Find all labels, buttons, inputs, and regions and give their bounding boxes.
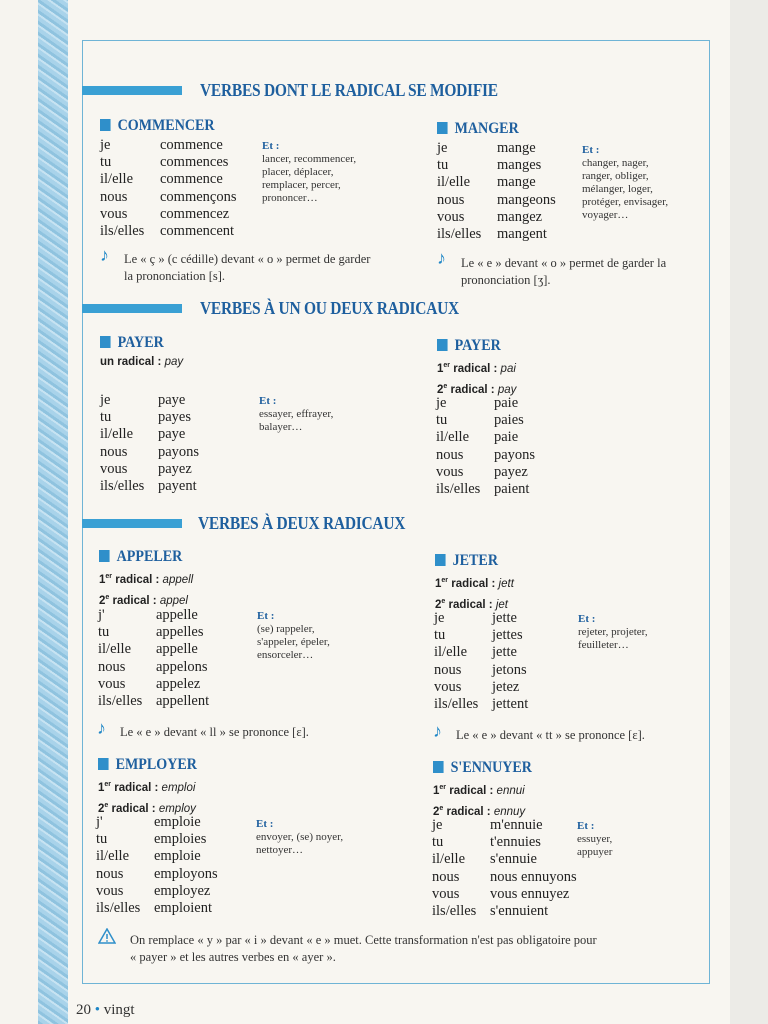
radical-value: jett xyxy=(498,577,514,590)
verb-form: paient xyxy=(494,481,530,498)
conjugation-table xyxy=(436,395,535,498)
pronoun: vous xyxy=(436,463,464,480)
music-note-icon: ♪ xyxy=(433,721,442,741)
note-line: la prononciation [s]. xyxy=(124,269,226,283)
music-note-icon: ♪ xyxy=(97,718,106,738)
conj-row xyxy=(98,693,209,710)
radical-1 xyxy=(433,779,525,800)
pronoun: il/elle xyxy=(436,429,470,446)
verb-form: employez xyxy=(154,882,211,899)
verb-heading xyxy=(100,117,215,135)
conj-row xyxy=(437,174,556,191)
verb-form: emploient xyxy=(154,900,212,917)
radical-value: appell xyxy=(162,573,194,586)
conj-row xyxy=(432,903,577,920)
warning-icon xyxy=(98,928,116,944)
conj-row xyxy=(437,157,556,174)
verb-form: emploie xyxy=(154,814,201,830)
pronoun: je xyxy=(434,610,445,626)
et-examples xyxy=(256,818,343,857)
pronoun: tu xyxy=(434,627,446,644)
warning-text xyxy=(130,932,597,966)
pronoun: j' xyxy=(98,607,105,623)
pronoun: il/elle xyxy=(96,848,130,865)
conj-row xyxy=(100,392,199,409)
pronoun: je xyxy=(437,140,448,156)
verb-title: PAYER xyxy=(117,334,164,351)
verb-form: appelle xyxy=(156,607,198,623)
verb-heading xyxy=(98,756,197,774)
pronoun: ils/elles xyxy=(100,223,145,240)
pronoun: ils/elles xyxy=(437,226,482,243)
et-line: rejeter, projeter, xyxy=(578,626,648,638)
square-bullet-icon xyxy=(433,761,444,773)
verb-form: commences xyxy=(160,154,229,171)
pronoun: tu xyxy=(98,624,110,641)
conj-row xyxy=(434,644,528,661)
pronoun: nous xyxy=(100,188,128,205)
pronoun: tu xyxy=(436,412,448,429)
verb-form: paie xyxy=(494,429,519,446)
conj-row xyxy=(96,883,218,900)
verb-title: S'ENNUYER xyxy=(450,759,532,776)
et-examples xyxy=(578,613,648,652)
radical-info xyxy=(435,572,514,614)
radical-value: employ xyxy=(158,802,196,815)
radical-label: 2e radical : xyxy=(437,382,495,396)
verb-form: appellent xyxy=(156,693,210,710)
verb-form: mangeons xyxy=(497,191,556,208)
pronoun: vous xyxy=(98,675,126,692)
pronoun: vous xyxy=(434,678,462,695)
radical-1 xyxy=(98,776,196,797)
note-line: Le « ç » (c cédille) devant « o » permet de garder xyxy=(124,252,371,266)
pronoun: il/elle xyxy=(100,171,134,188)
radical-label: 1er radical : xyxy=(99,573,160,586)
page-word: vingt xyxy=(103,1002,135,1018)
radical-label: 2e radical : xyxy=(433,804,491,818)
square-bullet-icon xyxy=(437,122,448,134)
pronoun: vous xyxy=(96,882,124,899)
verb-form: mangez xyxy=(497,208,543,225)
page-footer xyxy=(76,1002,135,1019)
et-line: (se) rappeler, xyxy=(257,623,315,635)
verb-form: m'ennuie xyxy=(490,817,543,833)
et-line: appuyer xyxy=(577,846,613,858)
pronoun: vous xyxy=(100,205,128,222)
conj-row xyxy=(434,696,528,713)
pronoun: il/elle xyxy=(437,174,471,191)
radical-value: emploi xyxy=(161,781,196,794)
pronoun: vous xyxy=(100,460,128,477)
left-edge xyxy=(0,0,70,1024)
conj-row xyxy=(100,154,237,171)
conj-row xyxy=(432,834,577,851)
square-bullet-icon xyxy=(98,758,109,770)
verb-form: payent xyxy=(158,478,197,495)
verb-form: commence xyxy=(160,171,223,188)
conj-row xyxy=(434,627,528,644)
note: Le « e » devant « tt » se prononce [ɛ]. xyxy=(456,728,645,742)
et-line: nettoyer… xyxy=(256,844,304,856)
conj-row xyxy=(432,851,577,868)
radical-label: 2e radical : xyxy=(98,801,156,815)
verb-form: t'ennuies xyxy=(490,834,541,851)
conj-row xyxy=(100,444,199,461)
pronoun: nous xyxy=(437,191,465,208)
et-label: Et : xyxy=(259,395,277,407)
section-title: VERBES DONT LE RADICAL SE MODIFIE xyxy=(200,80,498,100)
pronoun: nous xyxy=(98,658,126,675)
pronoun: ils/elles xyxy=(436,481,481,498)
warning-line: « payer » et les autres verbes en « ayer ». xyxy=(130,950,336,964)
verb-form: commencez xyxy=(160,205,230,222)
music-note-icon: ♪ xyxy=(100,245,109,265)
radical-1 xyxy=(99,568,193,589)
conj-row xyxy=(436,447,535,464)
radical-value: pay xyxy=(164,356,184,368)
conj-row xyxy=(434,662,528,679)
conj-row xyxy=(96,900,218,917)
verb-form: payons xyxy=(494,446,536,463)
conj-row xyxy=(436,429,535,446)
et-line: remplacer, percer, xyxy=(262,179,341,191)
music-note-icon: ♪ xyxy=(437,248,446,268)
verb-form: employons xyxy=(154,865,218,882)
radical-label: 2e radical : xyxy=(435,597,493,611)
conj-row xyxy=(96,866,218,883)
radical-value: appel xyxy=(159,594,188,607)
et-line: essuyer, xyxy=(577,833,613,845)
right-edge xyxy=(730,0,768,1024)
verb-heading xyxy=(437,337,501,355)
verb-heading xyxy=(435,552,498,570)
et-line: feuilleter… xyxy=(578,639,629,651)
verb-form: mange xyxy=(497,140,536,156)
radical-info xyxy=(98,776,196,818)
conj-row xyxy=(437,226,556,243)
verb-form: jetez xyxy=(492,678,520,695)
conj-row xyxy=(437,209,556,226)
conj-row xyxy=(437,192,556,209)
verb-form: payes xyxy=(158,409,192,426)
et-label: Et : xyxy=(578,613,596,625)
section-title: VERBES À DEUX RADICAUX xyxy=(198,513,406,533)
conj-row xyxy=(98,676,209,693)
conjugation-table xyxy=(100,137,237,240)
conj-row xyxy=(100,137,237,154)
conj-row xyxy=(100,206,237,223)
radical-info xyxy=(437,357,516,399)
pronoun: ils/elles xyxy=(96,900,141,917)
et-examples xyxy=(577,820,612,859)
pronoun: nous xyxy=(434,661,462,678)
pronoun: tu xyxy=(432,834,444,851)
conj-row xyxy=(100,171,237,188)
verb-title: JETER xyxy=(452,552,498,569)
pronoun: ils/elles xyxy=(434,696,479,713)
et-examples xyxy=(259,395,333,434)
conjugation-table xyxy=(100,392,199,495)
et-line: changer, nager, xyxy=(582,157,649,169)
verb-form: paye xyxy=(158,392,186,408)
radical-label: 1er radical : xyxy=(98,781,159,794)
conj-row xyxy=(436,464,535,481)
et-line: ranger, obliger, xyxy=(582,170,649,182)
conj-row xyxy=(100,478,199,495)
radical-info xyxy=(99,568,193,610)
conj-row xyxy=(98,624,209,641)
conj-row xyxy=(100,223,237,240)
conj-row xyxy=(434,679,528,696)
pronoun: vous xyxy=(437,208,465,225)
et-examples xyxy=(257,610,330,662)
et-examples xyxy=(262,140,356,205)
conj-row xyxy=(96,814,218,831)
pronoun: ils/elles xyxy=(432,903,477,920)
verb-form: jetons xyxy=(492,661,527,678)
conj-row xyxy=(436,412,535,429)
verb-heading xyxy=(100,334,164,352)
verb-form: appelles xyxy=(156,624,204,641)
conj-row xyxy=(432,817,577,834)
verb-form: mange xyxy=(497,174,536,191)
pronoun: nous xyxy=(436,446,464,463)
verb-form: mangent xyxy=(497,226,547,243)
square-bullet-icon xyxy=(435,554,446,566)
radical-1 xyxy=(435,572,514,593)
et-line: placer, déplacer, xyxy=(262,166,334,178)
verb-form: jettes xyxy=(492,627,523,644)
verb-form: manges xyxy=(497,157,542,174)
pronoun: il/elle xyxy=(98,641,132,658)
conj-row xyxy=(436,395,535,412)
et-label: Et : xyxy=(582,144,600,156)
radical-value: jet xyxy=(495,598,508,611)
pronoun: il/elle xyxy=(432,851,466,868)
pronoun: nous xyxy=(100,443,128,460)
conjugation-table xyxy=(432,817,577,920)
conj-row xyxy=(96,848,218,865)
pronoun: tu xyxy=(437,157,449,174)
et-line: essayer, effrayer, xyxy=(259,408,334,420)
verb-heading xyxy=(99,548,182,566)
et-examples xyxy=(582,144,668,222)
warning-line: On remplace « y » par « i » devant « e » muet. Cette transformation n'est pas obligatoire pour xyxy=(130,933,597,947)
verb-form: appelez xyxy=(156,675,201,692)
verb-form: paye xyxy=(158,426,186,443)
note-line: prononciation [ʒ]. xyxy=(461,273,551,287)
et-line: balayer… xyxy=(259,421,303,433)
conjugation-table xyxy=(98,607,209,710)
conj-row xyxy=(98,641,209,658)
et-line: protéger, envisager, xyxy=(582,196,669,208)
radical-label: 1er radical : xyxy=(437,362,498,375)
radical-label: 2e radical : xyxy=(99,593,157,607)
radical-value: pay xyxy=(497,383,517,396)
pronoun: ils/elles xyxy=(98,693,143,710)
verb-form: commençons xyxy=(160,188,237,205)
verb-form: s'ennuie xyxy=(490,851,537,868)
radical-value: ennui xyxy=(496,784,525,797)
verb-form: appelle xyxy=(156,641,198,658)
verb-form: jette xyxy=(492,610,517,626)
square-bullet-icon xyxy=(99,550,110,562)
radical-info xyxy=(100,354,183,371)
conj-row xyxy=(436,481,535,498)
conj-row xyxy=(96,831,218,848)
radical-label: un radical : xyxy=(100,356,162,368)
radical-value: ennuy xyxy=(493,805,526,818)
pronoun: ils/elles xyxy=(100,478,145,495)
conj-row xyxy=(437,140,556,157)
et-line: s'appeler, épeler, xyxy=(257,636,330,648)
pronoun: il/elle xyxy=(100,426,134,443)
section-bar xyxy=(82,86,182,95)
et-label: Et : xyxy=(577,820,595,832)
verb-form: emploies xyxy=(154,831,207,848)
square-bullet-icon xyxy=(437,339,448,351)
verb-title: MANGER xyxy=(454,120,519,137)
et-label: Et : xyxy=(257,610,275,622)
conj-row xyxy=(98,607,209,624)
note-line: Le « e » devant « o » permet de garder la xyxy=(461,256,667,270)
verb-form: payons xyxy=(158,443,200,460)
radical-1 xyxy=(437,357,516,378)
verb-form: nous ennuyons xyxy=(490,868,577,885)
pronoun: je xyxy=(100,392,111,408)
verb-form: jettent xyxy=(492,696,529,713)
conj-row xyxy=(100,461,199,478)
verb-form: payez xyxy=(158,460,192,477)
pronoun: il/elle xyxy=(434,644,468,661)
radical-label: 1er radical : xyxy=(433,784,494,797)
section-bar xyxy=(82,519,182,528)
radical-value: pai xyxy=(500,362,516,375)
section-title: VERBES À UN OU DEUX RADICAUX xyxy=(200,298,459,318)
verb-form: s'ennuient xyxy=(490,903,549,920)
note: Le « e » devant « ll » se prononce [ɛ]. xyxy=(120,725,309,739)
conj-row xyxy=(100,409,199,426)
conjugation-table xyxy=(434,610,528,713)
conj-row xyxy=(432,869,577,886)
decorative-blue-strip xyxy=(38,0,68,1024)
note xyxy=(461,255,666,289)
pronoun: je xyxy=(436,395,447,411)
pronoun: vous xyxy=(432,885,460,902)
verb-title: COMMENCER xyxy=(117,117,215,134)
pronoun: tu xyxy=(100,154,112,171)
verb-form: appelons xyxy=(156,658,208,675)
conj-row xyxy=(98,659,209,676)
note xyxy=(124,251,370,285)
verb-heading xyxy=(433,759,532,777)
radical-label: 1er radical : xyxy=(435,577,496,590)
verb-form: emploie xyxy=(154,848,201,865)
verb-form: payez xyxy=(494,463,528,480)
square-bullet-icon xyxy=(100,336,111,348)
verb-form: vous ennuyez xyxy=(490,885,570,902)
verb-title: APPELER xyxy=(116,548,183,565)
conj-row xyxy=(100,189,237,206)
section-bar xyxy=(82,304,182,313)
bullet-dot-icon: • xyxy=(94,1002,101,1018)
pronoun: tu xyxy=(100,409,112,426)
verb-title: PAYER xyxy=(454,337,501,354)
pronoun: tu xyxy=(96,831,108,848)
verb-title: EMPLOYER xyxy=(115,756,197,773)
verb-form: jette xyxy=(492,644,517,661)
et-line: mélanger, loger, xyxy=(582,183,653,195)
pronoun: j' xyxy=(96,814,103,830)
verb-form: commencent xyxy=(160,223,235,240)
et-line: voyager… xyxy=(582,209,629,221)
pronoun: je xyxy=(432,817,443,833)
verb-form: paies xyxy=(494,412,524,429)
square-bullet-icon xyxy=(100,119,111,131)
pronoun: nous xyxy=(96,865,124,882)
conj-row xyxy=(434,610,528,627)
verb-heading xyxy=(437,120,519,138)
conj-row xyxy=(432,886,577,903)
radical-info xyxy=(433,779,525,821)
conjugation-table xyxy=(437,140,556,243)
et-label: Et : xyxy=(262,140,280,152)
pronoun: nous xyxy=(432,868,460,885)
verb-form: commence xyxy=(160,137,223,153)
et-line: lancer, recommencer, xyxy=(262,153,357,165)
verb-form: paie xyxy=(494,395,519,411)
et-line: envoyer, (se) noyer, xyxy=(256,831,344,843)
conj-row xyxy=(100,426,199,443)
et-label: Et : xyxy=(256,818,274,830)
page-number: 20 xyxy=(76,1002,91,1018)
et-line: ensorceler… xyxy=(257,649,314,661)
pronoun: je xyxy=(100,137,111,153)
et-line: prononcer… xyxy=(262,192,318,204)
conjugation-table xyxy=(96,814,218,917)
